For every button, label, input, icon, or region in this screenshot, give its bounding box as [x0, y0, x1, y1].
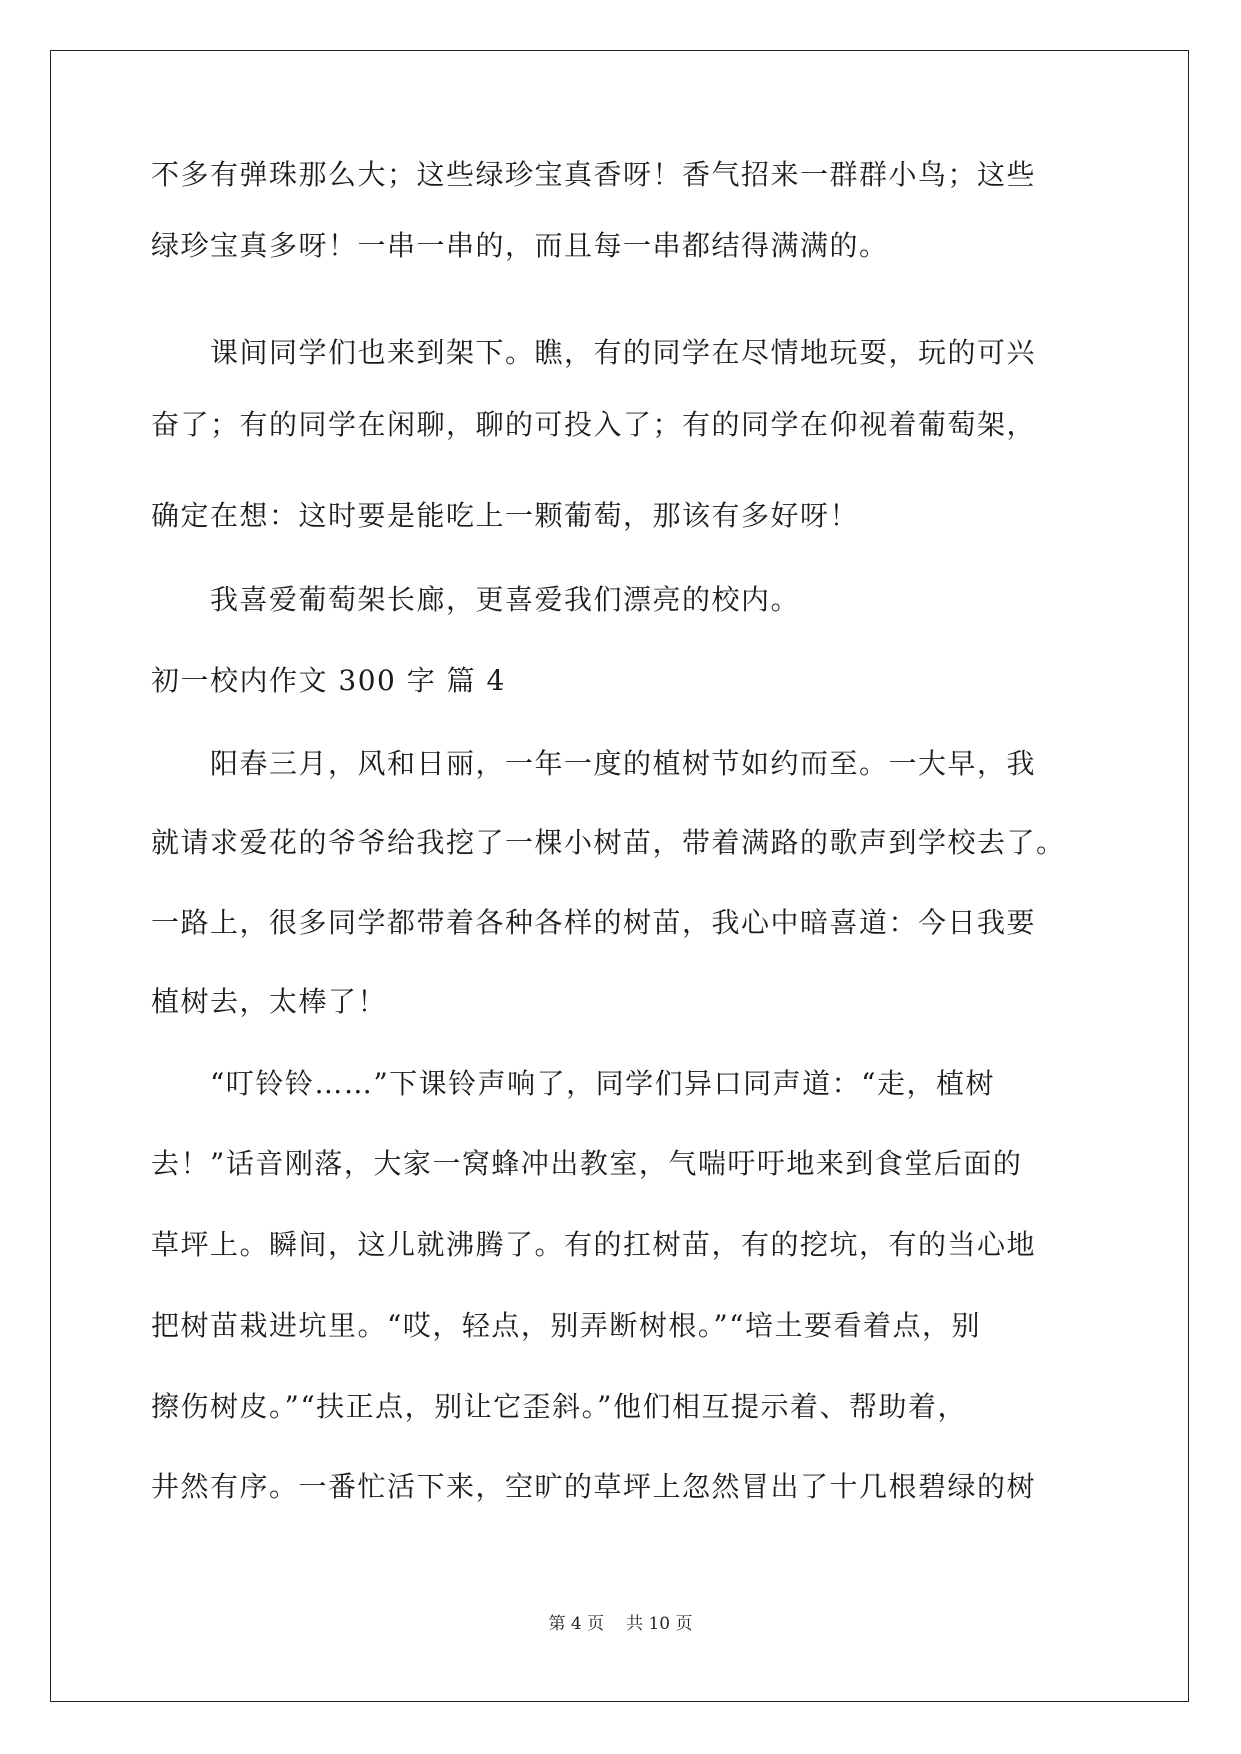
text-line: 去！”话音刚落，大家一窝蜂冲出教室，气喘吁吁地来到食堂后面的	[151, 1147, 1023, 1180]
text-line: 不多有弹珠那么大；这些绿珍宝真香呀！香气招来一群群小鸟；这些	[151, 158, 1037, 191]
text-line: “叮铃铃……”下课铃声响了，同学们异口同声道：“走，植树	[151, 1067, 995, 1100]
text-line: 就请求爱花的爷爷给我挖了一棵小树苗，带着满路的歌声到学校去了。	[151, 826, 1066, 859]
text-line: 井然有序。一番忙活下来，空旷的草坪上忽然冒出了十几根碧绿的树	[151, 1470, 1037, 1503]
text-line: 草坪上。瞬间，这儿就沸腾了。有的扛树苗，有的挖坑，有的当心地	[151, 1228, 1037, 1261]
text-line: 擦伤树皮。”“扶正点，别让它歪斜。”他们相互提示着、帮助着，	[151, 1390, 967, 1423]
text-line: 阳春三月，风和日丽，一年一度的植树节如约而至。一大早，我	[151, 747, 1037, 780]
text-line: 植树去，太棒了！	[151, 985, 388, 1018]
section-heading: 初一校内作文 300 字 篇 4	[151, 664, 506, 697]
page-total: 共 10 页	[626, 1614, 693, 1634]
page-number: 第 4 页	[548, 1614, 605, 1634]
text-line: 把树苗栽进坑里。“哎，轻点，别弄断树根。”“培土要看着点，别	[151, 1309, 981, 1342]
text-line: 确定在想：这时要是能吃上一颗葡萄，那该有多好呀！	[151, 499, 860, 532]
text-line: 我喜爱葡萄架长廊，更喜爱我们漂亮的校内。	[151, 583, 801, 616]
page-footer	[0, 1612, 1241, 1636]
text-line: 绿珍宝真多呀！一串一串的，而且每一串都结得满满的。	[151, 229, 889, 262]
text-line: 一路上，很多同学都带着各种各样的树苗，我心中暗喜道：今日我要	[151, 906, 1037, 939]
page-border	[50, 50, 1189, 1702]
text-line: 课间同学们也来到架下。瞧，有的同学在尽情地玩耍，玩的可兴	[151, 336, 1037, 369]
text-line: 奋了；有的同学在闲聊，聊的可投入了；有的同学在仰视着葡萄架，	[151, 408, 1037, 441]
